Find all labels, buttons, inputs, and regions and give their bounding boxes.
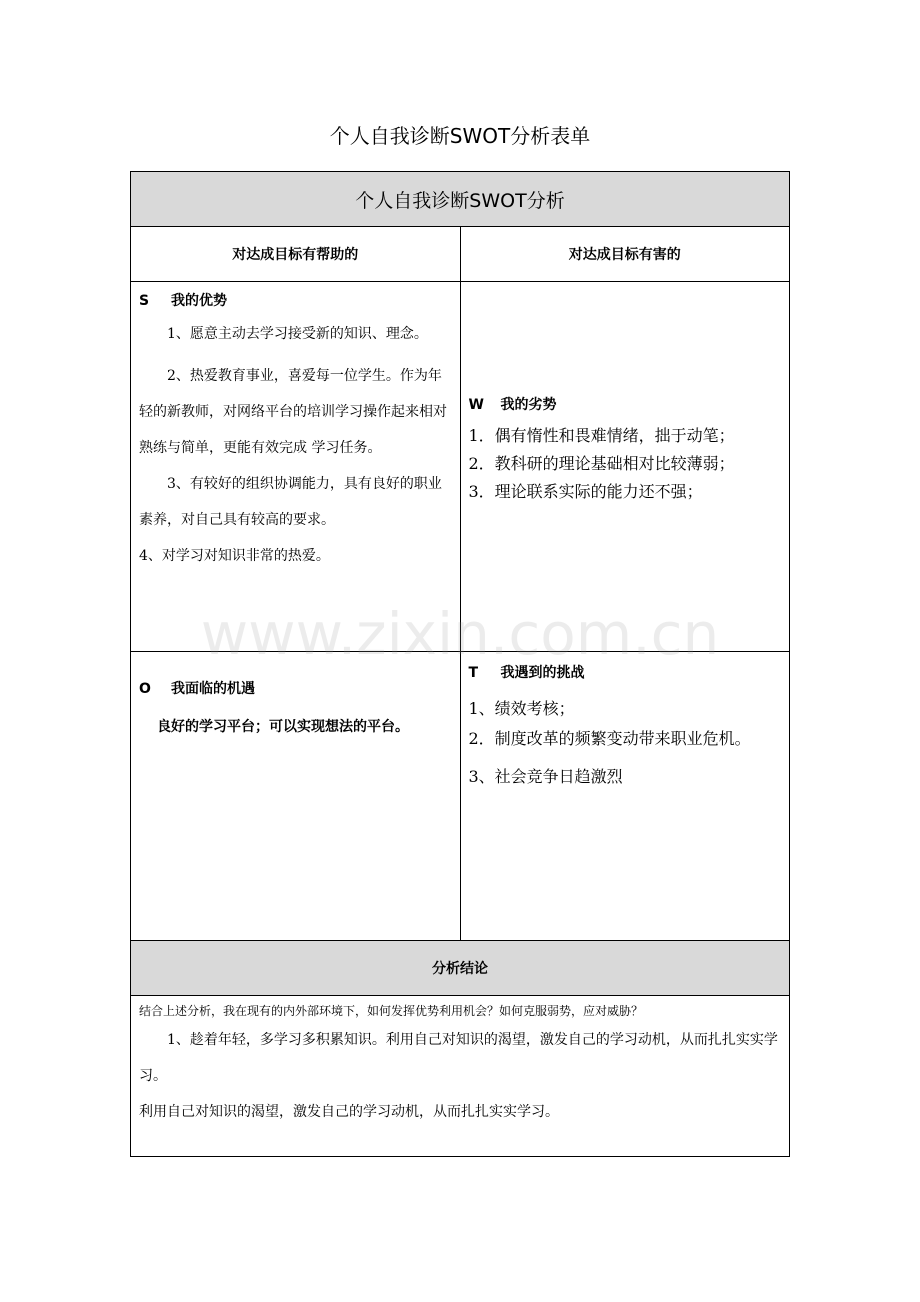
threats-heading-text: 我遇到的挑战 bbox=[500, 665, 585, 681]
strengths-letter: S bbox=[139, 293, 150, 309]
conclusion-intro: 结合上述分析，我在现有的内外部环境下，如何发挥优势利用机会？如何克服弱势，应对威胁？ bbox=[139, 1004, 644, 1018]
weakness-item: 1．偶有惰性和畏难情绪，拙于动笔； bbox=[468, 426, 735, 445]
conclusion-heading: 分析结论 bbox=[131, 941, 790, 996]
threat-item: 1、绩效考核； bbox=[468, 699, 575, 718]
opportunities-letter: O bbox=[139, 681, 151, 697]
column-header-harmful: 对达成目标有害的 bbox=[460, 227, 790, 282]
weaknesses-cell bbox=[460, 282, 790, 652]
threats-heading bbox=[469, 662, 784, 682]
strength-item: 3、有较好的组织协调能力，具有良好的职业素养，对自己具有较高的要求。 bbox=[139, 476, 442, 528]
table-title: 个人自我诊断SWOT分析 bbox=[131, 172, 790, 227]
opportunities-heading-text: 我面临的机遇 bbox=[171, 681, 255, 697]
opportunities-cell bbox=[131, 652, 461, 941]
threats-letter: T bbox=[468, 665, 479, 681]
document-title: 个人自我诊断SWOT分析表单 bbox=[329, 124, 591, 148]
conclusion-cell bbox=[131, 996, 790, 1157]
threat-item: 3、社会竞争日趋激烈 bbox=[468, 767, 623, 786]
strength-item: 2、热爱教育事业，喜爱每一位学生。作为年轻的新教师，对网络平台的培训学习操作起来相对熟练与简单，更能有效完成 学习任务。 bbox=[139, 368, 447, 456]
weaknesses-heading-text: 我的劣势 bbox=[500, 397, 557, 413]
strength-item: 1、愿意主动去学习接受新的知识、理念。 bbox=[167, 326, 428, 342]
weaknesses-letter: W bbox=[468, 397, 484, 413]
strength-item: 4、对学习对知识非常的热爱。 bbox=[139, 548, 330, 564]
weakness-item: 3．理论联系实际的能力还不强； bbox=[468, 482, 703, 501]
watermark: www.zixin.com.cn bbox=[200, 600, 720, 668]
column-header-helpful: 对达成目标有帮助的 bbox=[131, 227, 461, 282]
swot-table bbox=[130, 171, 790, 1157]
threats-cell bbox=[460, 652, 790, 941]
strengths-heading bbox=[139, 290, 452, 310]
strengths-heading-text: 我的优势 bbox=[171, 293, 227, 309]
threat-item: 2．制度改革的频繁变动带来职业危机。 bbox=[468, 729, 751, 748]
strengths-cell bbox=[131, 282, 461, 652]
opportunities-heading bbox=[139, 678, 452, 698]
weakness-item: 2．教科研的理论基础相对比较薄弱； bbox=[468, 454, 735, 473]
weaknesses-heading bbox=[469, 394, 784, 414]
opportunities-text: 良好的学习平台；可以实现想法的平台。 bbox=[157, 719, 409, 735]
conclusion-paragraph: 利用自己对知识的渴望，激发自己的学习动机，从而扎扎实实学习。 bbox=[139, 1104, 559, 1120]
conclusion-paragraph: 1、趁着年轻，多学习多积累知识。利用自己对知识的渴望，激发自己的学习动机，从而扎扎实实学习。 bbox=[139, 1032, 778, 1084]
